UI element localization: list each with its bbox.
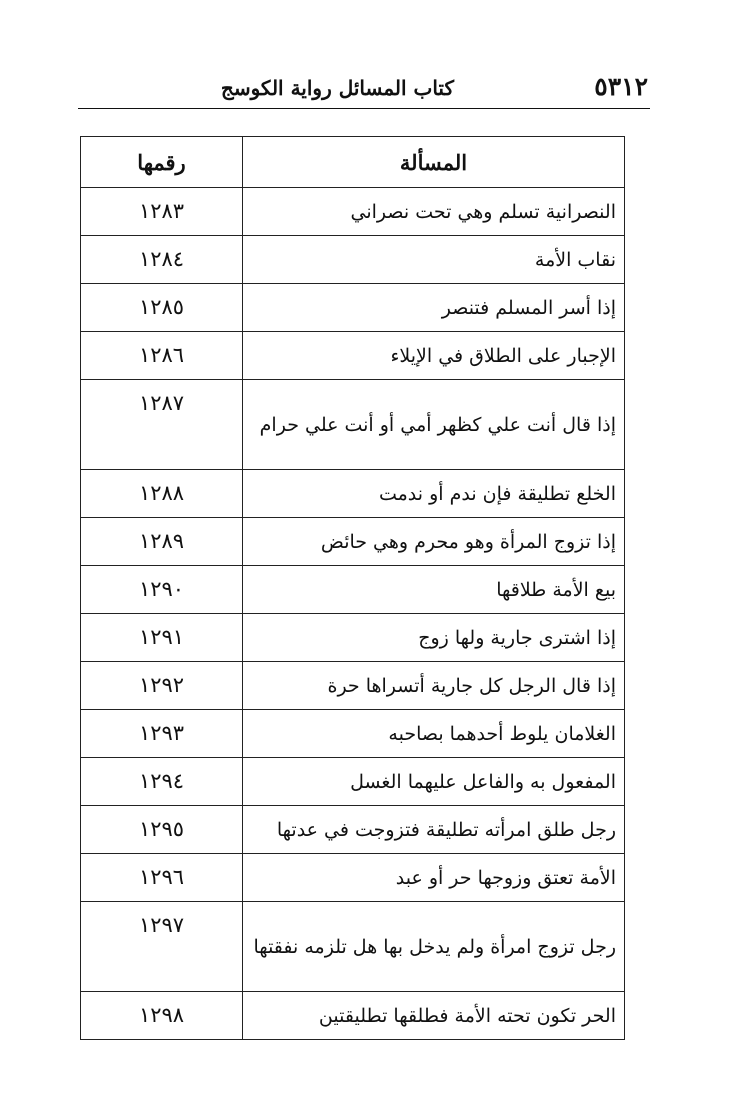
header-divider — [78, 108, 650, 109]
issue-cell: الغلامان يلوط أحدهما بصاحبه — [243, 710, 625, 758]
table-row — [81, 236, 625, 284]
issue-cell: نقاب الأمة — [243, 236, 625, 284]
number-cell: ١٢٩٢ — [81, 662, 243, 710]
page-header — [80, 70, 650, 110]
issue-cell: إذا قال الرجل كل جارية أتسراها حرة — [243, 662, 625, 710]
issue-cell: رجل تزوج امرأة ولم يدخل بها هل تلزمه نفقتها — [243, 902, 625, 992]
issue-cell: الإجبار على الطلاق في الإيلاء — [243, 332, 625, 380]
issue-cell: الخلع تطليقة فإن ندم أو ندمت — [243, 470, 625, 518]
issue-cell: إذا أسر المسلم فتنصر — [243, 284, 625, 332]
number-cell: ١٢٩٦ — [81, 854, 243, 902]
number-cell: ١٢٩٧ — [81, 902, 243, 992]
number-cell: ١٢٨٩ — [81, 518, 243, 566]
table-header-row — [81, 137, 625, 188]
issue-cell: الأمة تعتق وزوجها حر أو عبد — [243, 854, 625, 902]
book-title: كتاب المسائل رواية الكوسج — [220, 76, 454, 100]
issue-cell: رجل طلق امرأته تطليقة فتزوجت في عدتها — [243, 806, 625, 854]
issue-cell: الحر تكون تحته الأمة فطلقها تطليقتين — [243, 992, 625, 1040]
issue-cell: إذا تزوج المرأة وهو محرم وهي حائض — [243, 518, 625, 566]
number-cell: ١٢٨٦ — [81, 332, 243, 380]
number-cell: ١٢٩٠ — [81, 566, 243, 614]
number-cell: ١٢٨٤ — [81, 236, 243, 284]
issue-cell: إذا قال أنت علي كظهر أمي أو أنت علي حرام — [243, 380, 625, 470]
number-cell: ١٢٨٧ — [81, 380, 243, 470]
number-cell: ١٢٩٤ — [81, 758, 243, 806]
issue-cell: النصرانية تسلم وهي تحت نصراني — [243, 188, 625, 236]
number-cell: ١٢٨٨ — [81, 470, 243, 518]
issue-column-header: المسألة — [243, 137, 625, 188]
number-cell: ١٢٩٨ — [81, 992, 243, 1040]
number-cell: ١٢٨٥ — [81, 284, 243, 332]
table-row — [81, 992, 625, 1040]
issue-cell: المفعول به والفاعل عليهما الغسل — [243, 758, 625, 806]
table-row — [81, 284, 625, 332]
table-row — [81, 332, 625, 380]
table-row — [81, 854, 625, 902]
page-number: ٥٣١٢ — [594, 72, 648, 101]
issues-index-table — [80, 136, 625, 1040]
number-cell: ١٢٩٥ — [81, 806, 243, 854]
number-column-header: رقمها — [81, 137, 243, 188]
table-row — [81, 518, 625, 566]
table-row — [81, 662, 625, 710]
table-row — [81, 902, 625, 992]
table-row — [81, 710, 625, 758]
number-cell: ١٢٩١ — [81, 614, 243, 662]
table-row — [81, 380, 625, 470]
issue-cell: إذا اشترى جارية ولها زوج — [243, 614, 625, 662]
table-row — [81, 614, 625, 662]
table-row — [81, 758, 625, 806]
table-row — [81, 566, 625, 614]
issue-cell: بيع الأمة طلاقها — [243, 566, 625, 614]
number-cell: ١٢٨٣ — [81, 188, 243, 236]
table-row — [81, 188, 625, 236]
table-row — [81, 470, 625, 518]
number-cell: ١٢٩٣ — [81, 710, 243, 758]
table-row — [81, 806, 625, 854]
